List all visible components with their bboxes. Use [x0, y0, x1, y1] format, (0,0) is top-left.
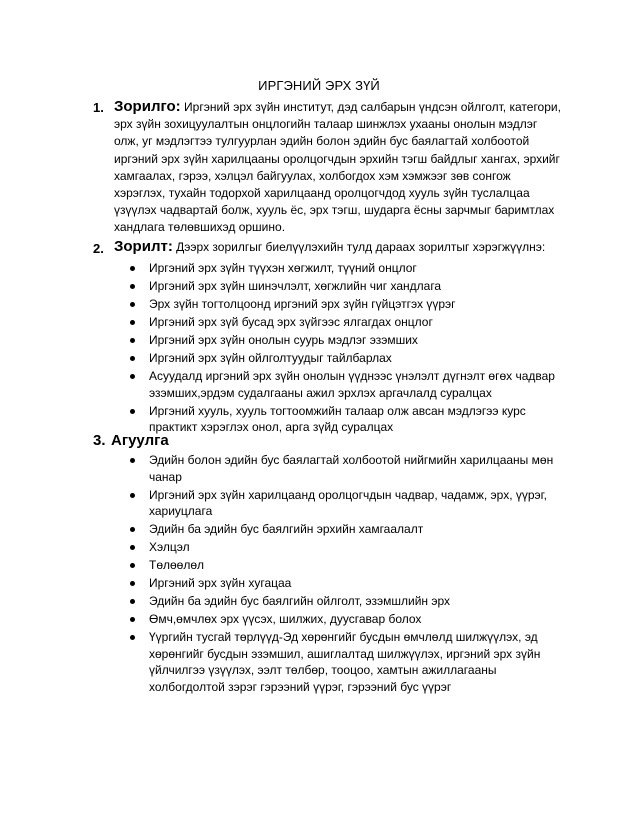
list-item: Иргэний эрх зүйн харилцаанд оролцогчдын чадвар, чадамж, эрх, үүрэг, хариуцлага [0, 487, 569, 520]
section-goal-heading: Зорилго: [114, 98, 181, 115]
list-item: Иргэний эрх зүйн ойлголтуудыг тайлбарлах [0, 350, 569, 367]
section-number: 2. [93, 241, 104, 256]
bullet-icon [130, 284, 135, 289]
list-item: Асуудалд иргэний эрх зүйн онолын үүднээс үнэлэлт дүгнэлт өгөх чадвар эзэмших,эрдэм судалгааны ажил эрхлэх аргачлалд суралцах [0, 368, 569, 401]
list-item: Эрх зүйн тогтолцоонд иргэний эрх зүйн гүйцэтгэх үүрэг [0, 296, 569, 313]
bullet-icon [130, 581, 135, 586]
list-item: Өмч,өмчлөх эрх үүсэх, шилжих, дуусгавар болох [0, 611, 569, 628]
bullet-icon [130, 563, 135, 568]
bullet-icon [130, 266, 135, 271]
bullet-icon [130, 458, 135, 463]
section-number: 3. [93, 432, 106, 449]
section-content-heading: Агуулга [111, 432, 169, 449]
list-item: Иргэний эрх зүйн хугацаа [0, 575, 569, 592]
document-title: ИРГЭНИЙ ЭРХ ЗҮЙ [258, 78, 380, 93]
list-item: Иргэний эрх зүйн онолын суурь мэдлэг эзэмших [0, 332, 569, 349]
bullet-icon [130, 409, 135, 414]
bullet-icon [130, 356, 135, 361]
list-item: Иргэний эрх зүйн шинэчлэлт, хөгжлийн чиг хандлага [0, 278, 569, 295]
section-goal-body: Иргэний эрх зүйн институт, дэд салбарын үндсэн ойлголт, категори, эрх зүйн зохицуулалтын онцлогийн талаар шинжлэх ухааны онолын мэдлэг олж, уг мэдлэгтээ тулгуурлан эдийн болон эдийн бус баялагтай холбоотой иргэний эрх зүйн харилцааны оролцогчдын эрхийн тэгш байдлыг хангах, эрхийг хамгаалах, гэрээ, хэлцэл байгуулах, холбогдох хэм хэмжээг зөв сонгож хэрэглэх, тухайн тодорхой харилцаанд оролцогчдод хууль зүйн туслалцаа үзүүлэх чадвартай болж, хууль ёс, эрх тэгш, шударга ёсны зарчмыг баримтлах хандлага төлөвшихэд оршино. [114, 100, 561, 235]
bullet-icon [130, 338, 135, 343]
section-number: 1. [93, 100, 104, 115]
bullet-icon [130, 374, 135, 379]
bullet-icon [130, 527, 135, 532]
bullet-icon [130, 635, 135, 640]
list-item: Эдийн ба эдийн бус баялгийн ойлголт, эзэмшлийн эрх [0, 593, 569, 610]
content-list [0, 452, 638, 697]
section-objectives-intro-line [114, 238, 562, 256]
list-item: Иргэний хууль, хууль тогтоомжийн талаар олж авсан мэдлэгээ курс практикт хэрэглэх онол, арга зүйд суралцах [0, 403, 569, 436]
bullet-icon [130, 617, 135, 622]
bullet-icon [130, 545, 135, 550]
list-item: Хэлцэл [0, 539, 569, 556]
bullet-icon [130, 599, 135, 604]
section-objectives-intro: Дээрх зорилгыг биелүүлэхийн тулд дараах зорилтыг хэрэгжүүлнэ: [176, 240, 546, 254]
bullet-icon [130, 320, 135, 325]
section-objectives-heading: Зорилт: [114, 238, 173, 255]
section-goal-paragraph [114, 98, 562, 237]
bullet-icon [130, 493, 135, 498]
bullet-icon [130, 302, 135, 307]
list-item: Эдийн ба эдийн бус баялгийн эрхийн хамгаалалт [0, 521, 569, 538]
list-item: Төлөөлөл [0, 557, 569, 574]
list-item: Эдийн болон эдийн бус баялагтай холбоотой нийгмийн харилцааны мөн чанар [0, 452, 569, 485]
objectives-list [0, 260, 638, 437]
list-item: Иргэний эрх зүй бусад эрх зүйгээс ялгагдах онцлог [0, 314, 569, 331]
list-item: Үүргийн тусгай төрлүүд-Эд хөрөнгийг бусдын өмчлөлд шилжүүлэх, эд хөрөнгийг бусдын эзэмшил, ашиглалтад шилжүүлэх, иргэний эрх зүйн үйлчилгээ үзүүлэх, ээлт төлбөр, тооцоо, хамтын ажиллагааны холбогдолтой зэрэг гэрээний үүрэг, гэрээний бус үүрэг [0, 629, 569, 695]
list-item: Иргэний эрх зүйн түүхэн хөгжилт, түүний онцлог [0, 260, 569, 277]
